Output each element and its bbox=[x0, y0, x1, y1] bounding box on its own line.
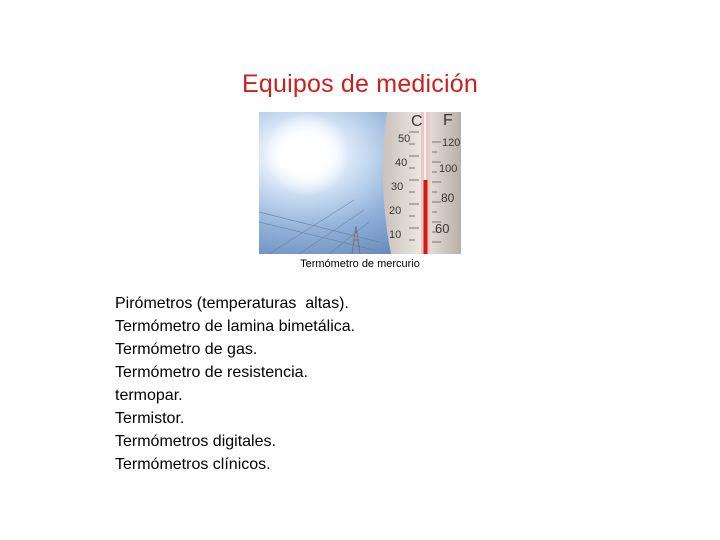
celsius-label: C bbox=[411, 113, 423, 130]
fahrenheit-tick: 100 bbox=[439, 163, 458, 175]
celsius-tick: 10 bbox=[389, 229, 402, 241]
celsius-tick: 40 bbox=[395, 157, 408, 169]
fahrenheit-tick: 120 bbox=[442, 137, 461, 149]
list-item: Termómetros clínicos. bbox=[115, 456, 271, 473]
fahrenheit-tick: 80 bbox=[441, 191, 455, 205]
list-item: Termistor. bbox=[115, 410, 185, 427]
list-item: termopar. bbox=[115, 387, 183, 404]
list-item: Termómetro de gas. bbox=[115, 341, 258, 358]
list-item: Termómetro de resistencia. bbox=[115, 364, 308, 381]
list-item: Termómetro de lamina bimetálica. bbox=[115, 318, 356, 335]
instrument-list bbox=[115, 292, 355, 476]
list-item: Pirómetros (temperaturas altas). bbox=[115, 295, 349, 312]
fahrenheit-tick: 60 bbox=[435, 221, 450, 236]
list-item: Termómetros digitales. bbox=[115, 433, 276, 450]
thermometer-photo bbox=[259, 112, 461, 254]
slide-title: Equipos de medición bbox=[242, 70, 478, 98]
image-caption: Termómetro de mercurio bbox=[300, 258, 420, 270]
fahrenheit-label: F bbox=[443, 112, 453, 129]
celsius-tick: 30 bbox=[391, 181, 404, 193]
celsius-tick: 20 bbox=[389, 205, 402, 217]
celsius-tick: 50 bbox=[398, 133, 411, 145]
